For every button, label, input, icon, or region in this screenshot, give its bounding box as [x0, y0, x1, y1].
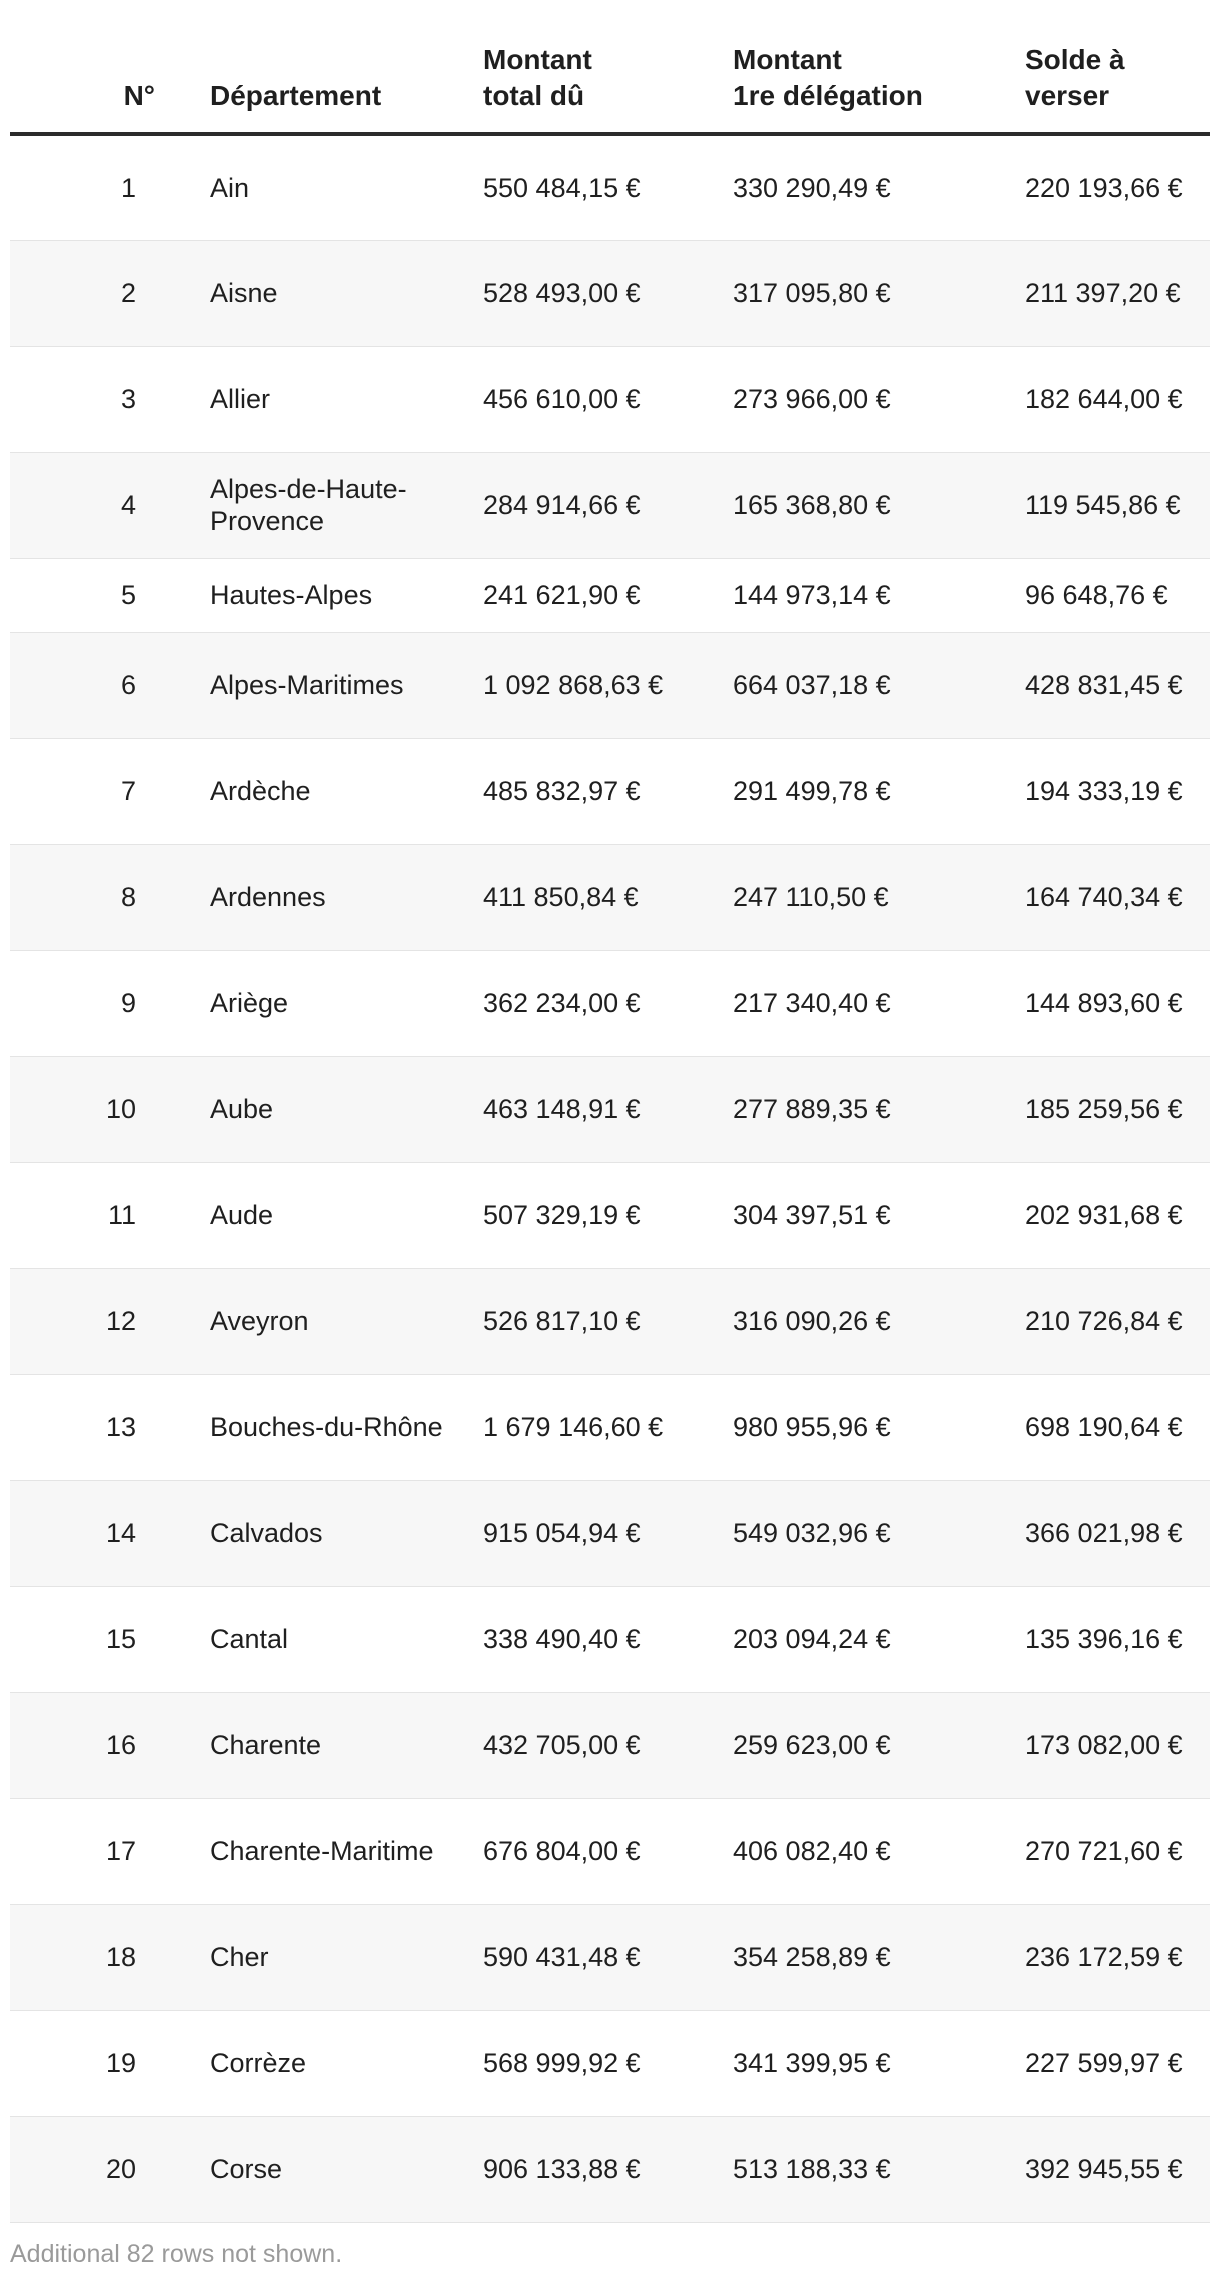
cell-delegation: 247 110,50 €	[733, 882, 889, 912]
cell-num: 17	[105, 1836, 136, 1866]
cell-departement: Cher	[210, 1942, 269, 1972]
cell-num: 1	[120, 172, 136, 203]
cell-num: 2	[120, 278, 136, 308]
cell-total: 550 484,15 €	[483, 172, 641, 203]
cell-solde: 202 931,68 €	[1025, 1200, 1183, 1230]
cell-num: 3	[120, 384, 136, 414]
cell-departement: Aveyron	[210, 1306, 309, 1336]
cell-num: 11	[107, 1200, 136, 1230]
cell-solde: 211 397,20 €	[1025, 278, 1181, 308]
cell-delegation: 980 955,96 €	[733, 1412, 891, 1442]
cell-delegation: 277 889,35 €	[733, 1094, 891, 1124]
cell-solde: 96 648,76 €	[1025, 580, 1168, 610]
cell-departement: Ardèche	[210, 776, 311, 806]
cell-delegation: 259 623,00 €	[733, 1730, 891, 1760]
table-row	[10, 632, 1210, 738]
cell-num: 12	[105, 1306, 136, 1336]
cell-delegation: 549 032,96 €	[733, 1518, 891, 1548]
table-row	[10, 1056, 1210, 1162]
cell-total: 432 705,00 €	[483, 1730, 641, 1760]
cell-num: 20	[105, 2154, 136, 2184]
cell-solde: 220 193,66 €	[1025, 172, 1183, 203]
cell-total: 507 329,19 €	[483, 1200, 641, 1230]
cell-solde: 164 740,34 €	[1025, 882, 1183, 912]
cell-departement: Aisne	[210, 278, 278, 308]
cell-departement: Bouches-du-Rhône	[210, 1412, 443, 1442]
header-solde	[1025, 40, 1210, 134]
cell-departement: Corse	[210, 2154, 283, 2184]
table-row	[10, 558, 1210, 632]
header-departement	[210, 40, 483, 134]
cell-departement: Calvados	[210, 1518, 323, 1548]
cell-delegation: 273 966,00 €	[733, 384, 891, 414]
header-departement-label: Département	[210, 80, 382, 111]
cell-departement: Ain	[210, 172, 250, 203]
cell-num: 8	[120, 882, 136, 912]
table-row	[10, 1798, 1210, 1904]
cell-total: 568 999,92 €	[483, 2048, 641, 2078]
cell-solde: 392 945,55 €	[1025, 2154, 1183, 2184]
header-solde-line1: Solde à	[1025, 44, 1125, 75]
cell-delegation: 317 095,80 €	[733, 278, 891, 308]
table-body	[10, 134, 1210, 2222]
table-row	[10, 1586, 1210, 1692]
cell-total: 906 133,88 €	[483, 2154, 641, 2184]
cell-num: 9	[120, 988, 136, 1018]
table-row	[10, 950, 1210, 1056]
header-num	[10, 40, 210, 134]
cell-num: 4	[120, 490, 136, 520]
cell-delegation: 291 499,78 €	[733, 776, 891, 806]
cell-num: 5	[120, 580, 136, 610]
cell-solde: 135 396,16 €	[1025, 1624, 1183, 1654]
cell-num: 15	[105, 1624, 136, 1654]
header-row	[10, 40, 1210, 134]
cell-departement: Aube	[210, 1094, 274, 1124]
cell-total: 528 493,00 €	[483, 278, 641, 308]
cell-solde: 236 172,59 €	[1025, 1942, 1183, 1972]
cell-delegation: 304 397,51 €	[733, 1200, 891, 1230]
cell-solde: 185 259,56 €	[1025, 1094, 1183, 1124]
cell-delegation: 165 368,80 €	[733, 490, 891, 520]
cell-departement: Alpes-de-Haute-Provence	[210, 474, 407, 536]
cell-departement: Aude	[210, 1200, 274, 1230]
cell-solde: 210 726,84 €	[1025, 1306, 1183, 1336]
cell-solde: 698 190,64 €	[1025, 1412, 1183, 1442]
header-total-line1: Montant	[483, 44, 592, 75]
table-row	[10, 2116, 1210, 2222]
cell-total: 241 621,90 €	[483, 580, 641, 610]
table-row	[10, 738, 1210, 844]
cell-departement: Allier	[210, 384, 271, 414]
cell-total: 915 054,94 €	[483, 1518, 641, 1548]
cell-delegation: 203 094,24 €	[733, 1624, 891, 1654]
table-row	[10, 1480, 1210, 1586]
cell-delegation: 341 399,95 €	[733, 2048, 891, 2078]
cell-solde: 227 599,97 €	[1025, 2048, 1183, 2078]
header-total	[483, 40, 733, 134]
table-row	[10, 1692, 1210, 1798]
cell-delegation: 513 188,33 €	[733, 2154, 891, 2184]
cell-total: 526 817,10 €	[483, 1306, 641, 1336]
cell-solde: 366 021,98 €	[1025, 1518, 1183, 1548]
cell-num: 7	[120, 776, 136, 806]
table-row	[10, 1162, 1210, 1268]
cell-total: 1 092 868,63 €	[483, 670, 664, 700]
cell-departement: Charente	[210, 1730, 322, 1760]
cell-delegation: 217 340,40 €	[733, 988, 891, 1018]
cell-total: 463 148,91 €	[483, 1094, 641, 1124]
cell-solde: 270 721,60 €	[1025, 1836, 1183, 1866]
header-total-line2: total dû	[483, 80, 585, 111]
table-row	[10, 844, 1210, 950]
cell-total: 456 610,00 €	[483, 384, 641, 414]
cell-solde: 144 893,60 €	[1025, 988, 1183, 1018]
table-row	[10, 134, 1210, 240]
cell-departement: Hautes-Alpes	[210, 580, 373, 610]
cell-num: 16	[105, 1730, 136, 1760]
cell-num: 18	[105, 1942, 136, 1972]
cell-departement: Alpes-Maritimes	[210, 670, 404, 700]
table-row	[10, 240, 1210, 346]
cell-solde: 182 644,00 €	[1025, 384, 1183, 414]
cell-total: 485 832,97 €	[483, 776, 641, 806]
header-delegation-line2: 1re délégation	[733, 80, 923, 111]
cell-delegation: 144 973,14 €	[733, 580, 891, 610]
cell-total: 411 850,84 €	[483, 882, 639, 912]
cell-total: 362 234,00 €	[483, 988, 641, 1018]
cell-num: 14	[105, 1518, 136, 1548]
cell-delegation: 664 037,18 €	[733, 670, 891, 700]
header-delegation-line1: Montant	[733, 44, 842, 75]
cell-num: 19	[105, 2048, 136, 2078]
table-row	[10, 1904, 1210, 2010]
cell-delegation: 354 258,89 €	[733, 1942, 891, 1972]
cell-num: 13	[105, 1412, 136, 1442]
header-solde-line2: verser	[1025, 80, 1110, 111]
table-header	[10, 40, 1210, 134]
footer-note: Additional 82 rows not shown.	[10, 2240, 343, 2268]
cell-solde: 428 831,45 €	[1025, 670, 1183, 700]
cell-total: 1 679 146,60 €	[483, 1412, 664, 1442]
table-row	[10, 1268, 1210, 1374]
cell-solde: 173 082,00 €	[1025, 1730, 1183, 1760]
cell-solde: 119 545,86 €	[1025, 490, 1181, 520]
cell-departement: Corrèze	[210, 2048, 307, 2078]
table-row	[10, 452, 1210, 558]
table-row	[10, 1374, 1210, 1480]
cell-departement: Ardennes	[210, 882, 326, 912]
table-row	[10, 2010, 1210, 2116]
cell-delegation: 316 090,26 €	[733, 1306, 891, 1336]
cell-num: 6	[120, 670, 136, 700]
cell-num: 10	[105, 1094, 136, 1124]
cell-total: 590 431,48 €	[483, 1942, 641, 1972]
header-delegation	[733, 40, 1025, 134]
cell-departement: Ariège	[210, 988, 289, 1018]
departments-table	[10, 40, 1210, 2223]
cell-departement: Cantal	[210, 1624, 289, 1654]
cell-total: 284 914,66 €	[483, 490, 641, 520]
cell-delegation: 330 290,49 €	[733, 172, 891, 203]
cell-solde: 194 333,19 €	[1025, 776, 1183, 806]
cell-delegation: 406 082,40 €	[733, 1836, 891, 1866]
cell-total: 338 490,40 €	[483, 1624, 641, 1654]
table-row	[10, 346, 1210, 452]
header-num-label: N°	[123, 80, 155, 111]
cell-departement: Charente-Maritime	[210, 1836, 434, 1866]
cell-total: 676 804,00 €	[483, 1836, 641, 1866]
